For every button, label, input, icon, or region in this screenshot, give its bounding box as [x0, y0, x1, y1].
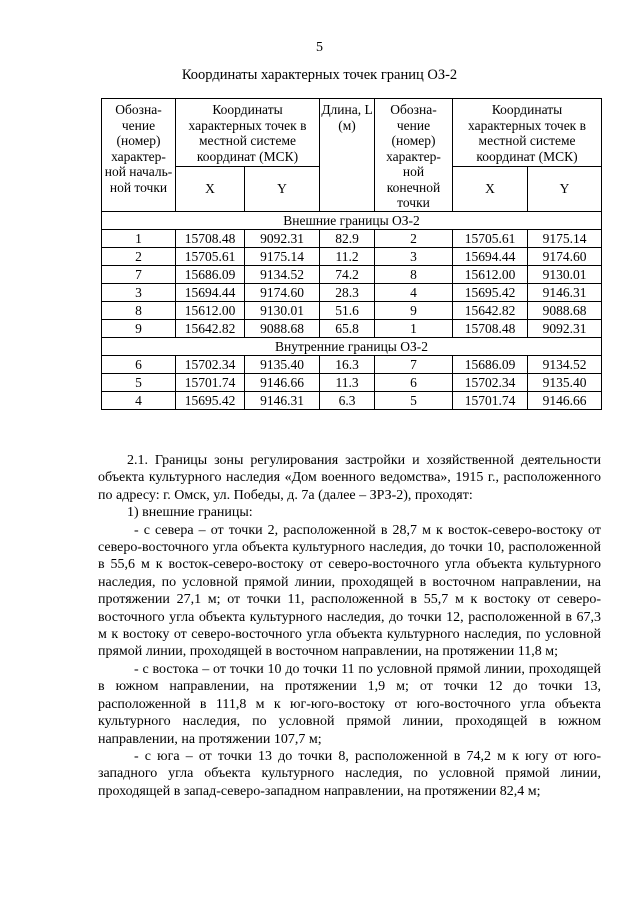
y-start-cell: 9088.68: [245, 319, 320, 337]
length-cell: 65.8: [320, 319, 375, 337]
y-start-cell: 9175.14: [245, 247, 320, 265]
y-end-cell: 9146.31: [528, 283, 602, 301]
x-start-cell: 15686.09: [176, 265, 245, 283]
x-end-cell: 15612.00: [453, 265, 528, 283]
end-point-cell: 1: [375, 319, 453, 337]
header-coords-end: Координаты характерных точек в местной системе координат (МСК): [453, 99, 602, 167]
coordinates-table: [101, 98, 602, 410]
length-cell: 28.3: [320, 283, 375, 301]
y-start-cell: 9146.31: [245, 391, 320, 409]
x-start-cell: 15642.82: [176, 319, 245, 337]
length-cell: 74.2: [320, 265, 375, 283]
x-start-cell: 15705.61: [176, 247, 245, 265]
y-start-cell: 9134.52: [245, 265, 320, 283]
paragraph-north: - с севера – от точки 2, расположенной в 28,7 м к восток-северо-востоку от северо-восточного угла объекта культурного наследия, до точки 10, расположенной в 55,6 м к восток-северо-востоку от северо-восточного угла объекта культурного наследия, по условной прямой линии, проходящей в восточном направлении, на протяжении 27,1 м; от точки 11, расположенной в 55,7 м к востоку от северо-восточного угла объекта культурного наследия, до точки 12, расположенной в 67,3 м к востоку от северо-восточного угла объекта культурного наследия, по условной прямой линии, проходящей в восточном направлении, на протяжении 11,8 м;: [98, 522, 601, 660]
body-text: [98, 452, 601, 800]
start-point-cell: 7: [102, 265, 176, 283]
x-end-cell: 15702.34: [453, 373, 528, 391]
x-end-cell: 15642.82: [453, 301, 528, 319]
end-point-cell: 6: [375, 373, 453, 391]
x-start-cell: 15701.74: [176, 373, 245, 391]
end-point-cell: 8: [375, 265, 453, 283]
table-row: [102, 283, 602, 301]
start-point-cell: 8: [102, 301, 176, 319]
end-point-cell: 2: [375, 229, 453, 247]
start-point-cell: 5: [102, 373, 176, 391]
end-point-cell: 3: [375, 247, 453, 265]
end-point-cell: 9: [375, 301, 453, 319]
x-start-cell: 15708.48: [176, 229, 245, 247]
y-start-cell: 9135.40: [245, 355, 320, 373]
y-start-cell: 9174.60: [245, 283, 320, 301]
table-row: [102, 229, 602, 247]
y-end-cell: 9130.01: [528, 265, 602, 283]
end-point-cell: 5: [375, 391, 453, 409]
table-row: [102, 391, 602, 409]
start-point-cell: 2: [102, 247, 176, 265]
end-point-cell: 4: [375, 283, 453, 301]
end-point-cell: 7: [375, 355, 453, 373]
x-end-cell: 15701.74: [453, 391, 528, 409]
x-end-cell: 15695.42: [453, 283, 528, 301]
x-start-cell: 15694.44: [176, 283, 245, 301]
table-row: [102, 301, 602, 319]
y-end-cell: 9175.14: [528, 229, 602, 247]
page-number: 5: [316, 40, 323, 55]
table-row: [102, 265, 602, 283]
header-y-end: Y: [528, 166, 602, 211]
header-y: Y: [245, 166, 320, 211]
header-end-point: Обозна-чение (номер) характер-ной конечной точки: [375, 99, 453, 212]
section-title-outer: Внешние границы ОЗ-2: [102, 211, 602, 229]
y-end-cell: 9135.40: [528, 373, 602, 391]
y-end-cell: 9134.52: [528, 355, 602, 373]
length-cell: 82.9: [320, 229, 375, 247]
section-title-inner: Внутренние границы ОЗ-2: [102, 337, 602, 355]
header-coords-start: Координаты характерных точек в местной системе координат (МСК): [176, 99, 320, 167]
paragraph-outer-borders: 1) внешние границы:: [127, 505, 253, 521]
x-end-cell: 15705.61: [453, 229, 528, 247]
y-end-cell: 9146.66: [528, 391, 602, 409]
paragraph-south: - с юга – от точки 13 до точки 8, расположенной в 74,2 м к югу от юго-западного угла объекта культурного наследия, по условной прямой линии, проходящей в запад-северо-западном направлении, на протяжении 82,4 м;: [98, 748, 601, 799]
length-cell: 16.3: [320, 355, 375, 373]
length-cell: 6.3: [320, 391, 375, 409]
start-point-cell: 6: [102, 355, 176, 373]
y-start-cell: 9092.31: [245, 229, 320, 247]
length-cell: 11.2: [320, 247, 375, 265]
header-start-point: Обозна-чение (номер) характер-ной началь-ной точки: [102, 99, 176, 212]
x-start-cell: 15702.34: [176, 355, 245, 373]
y-start-cell: 9146.66: [245, 373, 320, 391]
x-start-cell: 15612.00: [176, 301, 245, 319]
x-end-cell: 15708.48: [453, 319, 528, 337]
header-x: X: [176, 166, 245, 211]
y-end-cell: 9092.31: [528, 319, 602, 337]
start-point-cell: 1: [102, 229, 176, 247]
table-title: Координаты характерных точек границ ОЗ-2: [181, 67, 458, 83]
paragraph-east: - с востока – от точки 10 до точки 11 по условной прямой линии, проходящей в южном направлении, на протяжении 1,9 м; от точки 12 до точки 13, расположенной в 111,8 м к юг-юго-востоку от юго-восточного угла объекта культурного наследия, по условной прямой линии, проходящей в южном направлении, на протяжении 107,7 м;: [98, 661, 601, 747]
y-end-cell: 9174.60: [528, 247, 602, 265]
x-end-cell: 15686.09: [453, 355, 528, 373]
table-row: [102, 247, 602, 265]
paragraph-zrz2-intro: 2.1. Границы зоны регулирования застройки и хозяйственной деятельности объекта культурного наследия «Дом военного ведомства», 1915 г., расположенного по адресу: г. Омск, ул. Победы, д. 7а (далее – ЗРЗ-2), проходят:: [98, 453, 601, 503]
length-cell: 11.3: [320, 373, 375, 391]
y-start-cell: 9130.01: [245, 301, 320, 319]
start-point-cell: 3: [102, 283, 176, 301]
start-point-cell: 9: [102, 319, 176, 337]
x-start-cell: 15695.42: [176, 391, 245, 409]
table-row: [102, 373, 602, 391]
table-row: [102, 355, 602, 373]
table-row: [102, 319, 602, 337]
x-end-cell: 15694.44: [453, 247, 528, 265]
y-end-cell: 9088.68: [528, 301, 602, 319]
header-length: Длина, L (м): [320, 99, 375, 212]
length-cell: 51.6: [320, 301, 375, 319]
start-point-cell: 4: [102, 391, 176, 409]
header-x-end: X: [453, 166, 528, 211]
